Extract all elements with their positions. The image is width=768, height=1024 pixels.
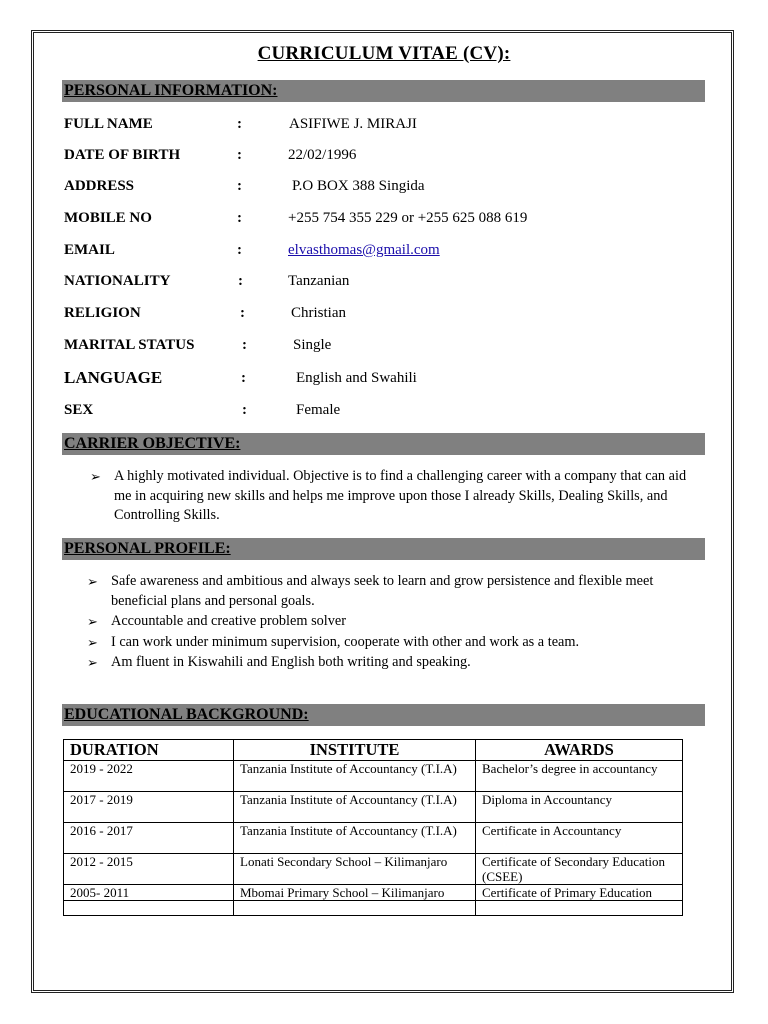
separator-colon: : [237, 242, 242, 258]
arrow-bullet-icon: ➢ [87, 655, 98, 670]
award-cell: Diploma in Accountancy [476, 792, 683, 823]
date-of-birth-value: 22/02/1996 [288, 147, 357, 163]
list-item [90, 467, 700, 526]
date-of-birth-label: DATE OF BIRTH [64, 147, 181, 163]
info-row-mobile [64, 210, 704, 232]
email-label: EMAIL [64, 242, 115, 258]
institute-cell: Tanzania Institute of Accountancy (T.I.A) [234, 761, 476, 792]
table-header-row [64, 740, 683, 761]
marital-status-value: Single [293, 337, 332, 353]
info-row-language [64, 370, 704, 392]
language-value: English and Swahili [296, 370, 417, 386]
table-row-empty [64, 901, 683, 916]
section-header-personal-information: PERSONAL INFORMATION: [62, 80, 705, 102]
nationality-value: Tanzanian [288, 273, 350, 289]
duration-cell: 2012 - 2015 [64, 854, 234, 885]
table-row [64, 823, 683, 854]
info-row-address [64, 178, 704, 200]
list-item [87, 633, 700, 653]
info-row-religion [64, 305, 704, 327]
objective-list [90, 467, 700, 527]
full-name-label: FULL NAME [64, 116, 153, 132]
info-row-sex [64, 402, 704, 424]
mobile-value: +255 754 355 229 or +255 625 088 619 [288, 210, 528, 226]
address-value: P.O BOX 388 Singida [292, 178, 425, 194]
award-cell: Certificate of Primary Education [476, 885, 683, 901]
separator-colon: : [238, 273, 243, 289]
list-item [87, 653, 700, 673]
profile-text: I can work under minimum supervision, cooperate with other and work as a team. [111, 633, 580, 650]
address-label: ADDRESS [64, 178, 135, 194]
institute-cell: Mbomai Primary School – Kilimanjaro [234, 885, 476, 901]
award-cell: Certificate of Secondary Education (CSEE) [476, 854, 683, 885]
info-row-email [64, 242, 704, 264]
mobile-label: MOBILE NO [64, 210, 152, 226]
separator-colon: : [240, 305, 245, 321]
list-item [87, 612, 700, 632]
institute-cell: Tanzania Institute of Accountancy (T.I.A) [234, 792, 476, 823]
institute-cell [234, 901, 476, 916]
award-cell: Bachelor’s degree in accountancy [476, 761, 683, 792]
marital-status-label: MARITAL STATUS [64, 337, 195, 353]
info-row-date-of-birth [64, 147, 704, 169]
separator-colon: : [242, 337, 247, 353]
separator-colon: : [242, 402, 247, 418]
duration-cell: 2005- 2011 [64, 885, 234, 901]
section-header-carrier-objective: CARRIER OBJECTIVE: [62, 433, 705, 455]
separator-colon: : [237, 147, 242, 163]
language-label: LANGUAGE [64, 368, 163, 387]
duration-cell: 2016 - 2017 [64, 823, 234, 854]
table-row [64, 792, 683, 823]
duration-cell [64, 901, 234, 916]
objective-text: A highly motivated individual. Objective is to find a challenging career with a company that can aid me in acquiring new skills and helps me improve upon those I already Skills, Dealing Skills, and Controlling Skills. [114, 468, 687, 523]
separator-colon: : [237, 210, 242, 226]
table-row [64, 761, 683, 792]
award-cell [476, 901, 683, 916]
column-header-institute: INSTITUTE [234, 740, 476, 761]
column-header-duration: DURATION [64, 740, 234, 761]
arrow-bullet-icon: ➢ [87, 574, 98, 589]
institute-cell: Tanzania Institute of Accountancy (T.I.A) [234, 823, 476, 854]
nationality-label: NATIONALITY [64, 273, 171, 289]
full-name-value: ASIFIWE J. MIRAJI [289, 116, 417, 132]
section-header-personal-profile: PERSONAL PROFILE: [62, 538, 705, 560]
separator-colon: : [241, 370, 246, 386]
column-header-awards: AWARDS [476, 740, 683, 761]
email-link[interactable]: elvasthomas@gmail.com [288, 242, 440, 258]
separator-colon: : [237, 116, 242, 132]
document-title: CURRICULUM VITAE (CV): [257, 43, 511, 64]
info-row-nationality [64, 273, 704, 295]
profile-text: Accountable and creative problem solver [111, 613, 347, 629]
duration-cell: 2017 - 2019 [64, 792, 234, 823]
arrow-bullet-icon: ➢ [90, 469, 101, 484]
sex-label: SEX [64, 402, 94, 418]
education-table [63, 739, 683, 916]
sex-value: Female [296, 402, 341, 418]
table-row [64, 885, 683, 901]
info-row-marital-status [64, 337, 704, 359]
religion-label: RELIGION [64, 305, 141, 321]
info-row-full-name [64, 116, 704, 138]
award-cell: Certificate in Accountancy [476, 823, 683, 854]
profile-text: Safe awareness and ambitious and always seek to learn and grow persistence and flexible meet beneficial plans and personal goals. [111, 573, 654, 609]
institute-cell: Lonati Secondary School – Kilimanjaro [234, 854, 476, 885]
arrow-bullet-icon: ➢ [87, 634, 98, 650]
profile-list [87, 572, 700, 674]
religion-value: Christian [291, 305, 346, 321]
separator-colon: : [237, 178, 242, 194]
arrow-bullet-icon: ➢ [87, 614, 98, 629]
section-header-educational-background: EDUCATIONAL BACKGROUND: [62, 704, 705, 726]
duration-cell: 2019 - 2022 [64, 761, 234, 792]
profile-text: Am fluent in Kiswahili and English both writing and speaking. [111, 654, 471, 670]
list-item [87, 572, 700, 611]
table-row [64, 854, 683, 885]
